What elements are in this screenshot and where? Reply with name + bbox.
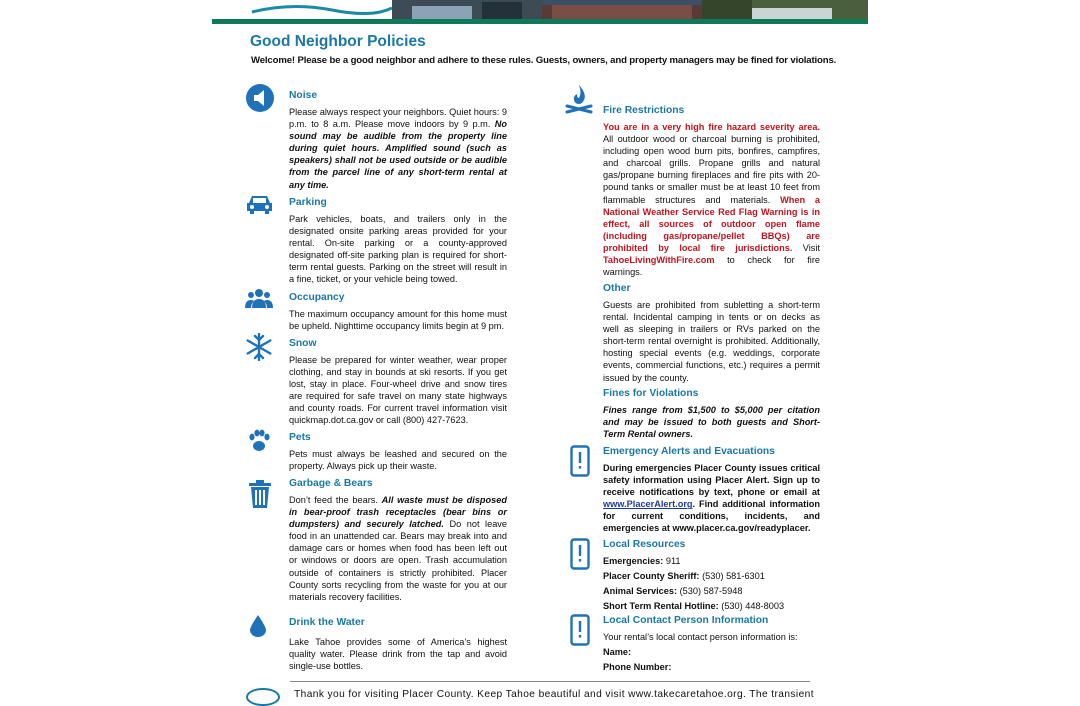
pets-section <box>289 432 507 472</box>
fines-text: Fines range from $1,500 to $5,000 per citation and may be issued to both guests and Short-Term Rental owners. <box>603 405 820 440</box>
fire-title: Fire Restrictions <box>603 105 685 116</box>
fire-section <box>603 105 820 278</box>
trash-icon <box>248 480 272 513</box>
banner-photo-building <box>542 0 702 20</box>
contact-phone-label: Phone Number: <box>603 662 672 672</box>
water-section <box>289 617 507 672</box>
header-banner <box>212 0 868 24</box>
water-drop-icon <box>250 615 266 642</box>
alerts-title: Emergency Alerts and Evacuations <box>603 446 775 457</box>
resource-row: Emergencies: 911 <box>603 556 681 566</box>
resource-row: Short Term Rental Hotline: (530) 448-8003 <box>603 601 785 611</box>
banner-photo-forest <box>392 0 542 20</box>
footer-text: Thank you for visiting Placer County. Keep Tahoe beautiful and visit www.takecaretahoe.org. The transient <box>294 689 814 700</box>
parking-title: Parking <box>289 197 327 208</box>
water-text: Lake Tahoe provides some of America’s highest quality water. Please drink from the tap and avoid single-use bottles. <box>289 637 507 672</box>
occupancy-text: The maximum occupancy amount for this home must be upheld. Nighttime occupancy limits begin at 9 pm. <box>289 309 507 332</box>
snow-section <box>289 338 507 427</box>
fines-section <box>603 388 820 440</box>
page-title: Good Neighbor Policies <box>250 33 426 50</box>
footer-divider <box>290 681 810 682</box>
pets-title: Pets <box>289 432 311 443</box>
placer-alert-link[interactable]: www.PlacerAlert.org <box>603 499 693 510</box>
group-icon <box>245 287 273 314</box>
fines-title: Fines for Violations <box>603 388 699 399</box>
resource-row: Animal Services: (530) 587-5948 <box>603 586 743 596</box>
parking-section <box>289 197 507 286</box>
garbage-text: Don’t feed the bears. All waste must be disposed in bear-proof trash receptacles (bear bins or dumpsters) and securely latched. Do not leave food in an unattended car. Bears may break into and damage cars or homes when food has been left out or windows or doors are open. Trash accumulation outside of containers is strictly prohibited. Placer County sorts recycling from the waste for you at our materials recovery facilities. <box>289 495 508 602</box>
banner-photo-stream <box>702 0 868 20</box>
car-icon <box>245 193 274 220</box>
fire-text: You are in a very high fire hazard severity area. All outdoor wood or charcoal burning is prohibited, including open wood burn pits, bonfires, campfires, and charcoal grills. Propane grills and natural gas/propane burning fireplaces and fire pits with 20-pound tanks or smaller must be at least 10 feet from flammable structures and materials. When a National Weather Service Red Flag Warning is in effect, all sources of outdoor open flame (including gas/propane/pellet BBQs) are prohibited by local fire jurisdictions. Visit TahoeLivingWithFire.com to check for fire warnings. <box>603 122 820 278</box>
mobile-alert-icon <box>570 538 590 575</box>
noise-text: Please always respect your neighbors. Quiet hours: 9 p.m. to 8 a.m. Please move indoors by 9 p.m. No sound may be audible from the property line during quiet hours. Amplified sound (such as speakers) shall not be used outside or be audible from the parcel line of any short-term rental at any time. <box>289 107 507 190</box>
other-text: Guests are prohibited from subletting a short-term rental. Incidental camping in tents or on decks as well as sleeping in trailers or RVs parked on the short-term rental overnight is prohibited. Additionally, hosting special events (e.g. weddings, corporate events, commercial functions, etc.) requires a permit issued by the county. <box>603 300 820 383</box>
snowflake-icon <box>245 333 273 366</box>
snow-title: Snow <box>289 338 317 349</box>
resource-row: Placer County Sheriff: (530) 581-6301 <box>603 571 765 581</box>
alerts-section <box>603 446 820 535</box>
water-title: Drink the Water <box>289 617 365 628</box>
page-subtitle: Welcome! Please be a good neighbor and adhere to these rules. Guests, owners, and property managers may be fined for violations. <box>251 55 837 66</box>
contact-name-label: Name: <box>603 647 632 657</box>
banner-stripe <box>212 19 868 24</box>
contact-text: Your rental’s local contact person information is: <box>603 632 798 642</box>
noise-title: Noise <box>289 90 318 101</box>
contact-section <box>603 615 820 675</box>
mobile-alert-icon <box>570 445 590 482</box>
garbage-title: Garbage & Bears <box>289 478 373 489</box>
occupancy-title: Occupancy <box>289 292 345 303</box>
occupancy-section <box>289 292 507 332</box>
mobile-alert-icon <box>570 614 590 651</box>
other-section <box>603 283 820 384</box>
resources-title: Local Resources <box>603 539 686 550</box>
other-title: Other <box>603 283 631 294</box>
speaker-icon <box>245 83 275 118</box>
parking-text: Park vehicles, boats, and trailers only in the designated onsite parking areas provided for your rental. On-site parking or a county-approved designated off-site parking plan is required for short-term rental guests. Parking on the street will result in a fine, ticket, or your vehicle being towed. <box>289 214 507 285</box>
contact-title: Local Contact Person Information <box>603 615 769 626</box>
pets-text: Pets must always be leashed and secured on the property. Always pick up their waste. <box>289 449 507 472</box>
garbage-section <box>289 478 507 603</box>
resources-section <box>603 539 820 614</box>
noise-section <box>289 90 507 191</box>
snow-text: Please be prepared for winter weather, wear proper clothing, and stay in bounds at ski resorts. If you get lost, stay in place. Four-wheel drive and snow tires are required for safe travel on many state highways and county roads. For current travel information visit quickmap.dot.ca.gov or call (800) 427-7623. <box>289 355 507 426</box>
paw-icon <box>246 428 272 459</box>
campfire-icon <box>565 84 593 119</box>
county-logo <box>246 688 280 706</box>
fire-link[interactable]: TahoeLivingWithFire.com <box>603 255 715 266</box>
alerts-text: During emergencies Placer County issues critical safety information using Placer Alert. Sign up to receive notifications by text, phone or email at www.PlacerAlert.org. Find additional information for current conditions, incidents, and emergencies at www.placer.ca.gov/readyplacer. <box>603 463 820 534</box>
banner-photo-lake <box>212 0 392 20</box>
